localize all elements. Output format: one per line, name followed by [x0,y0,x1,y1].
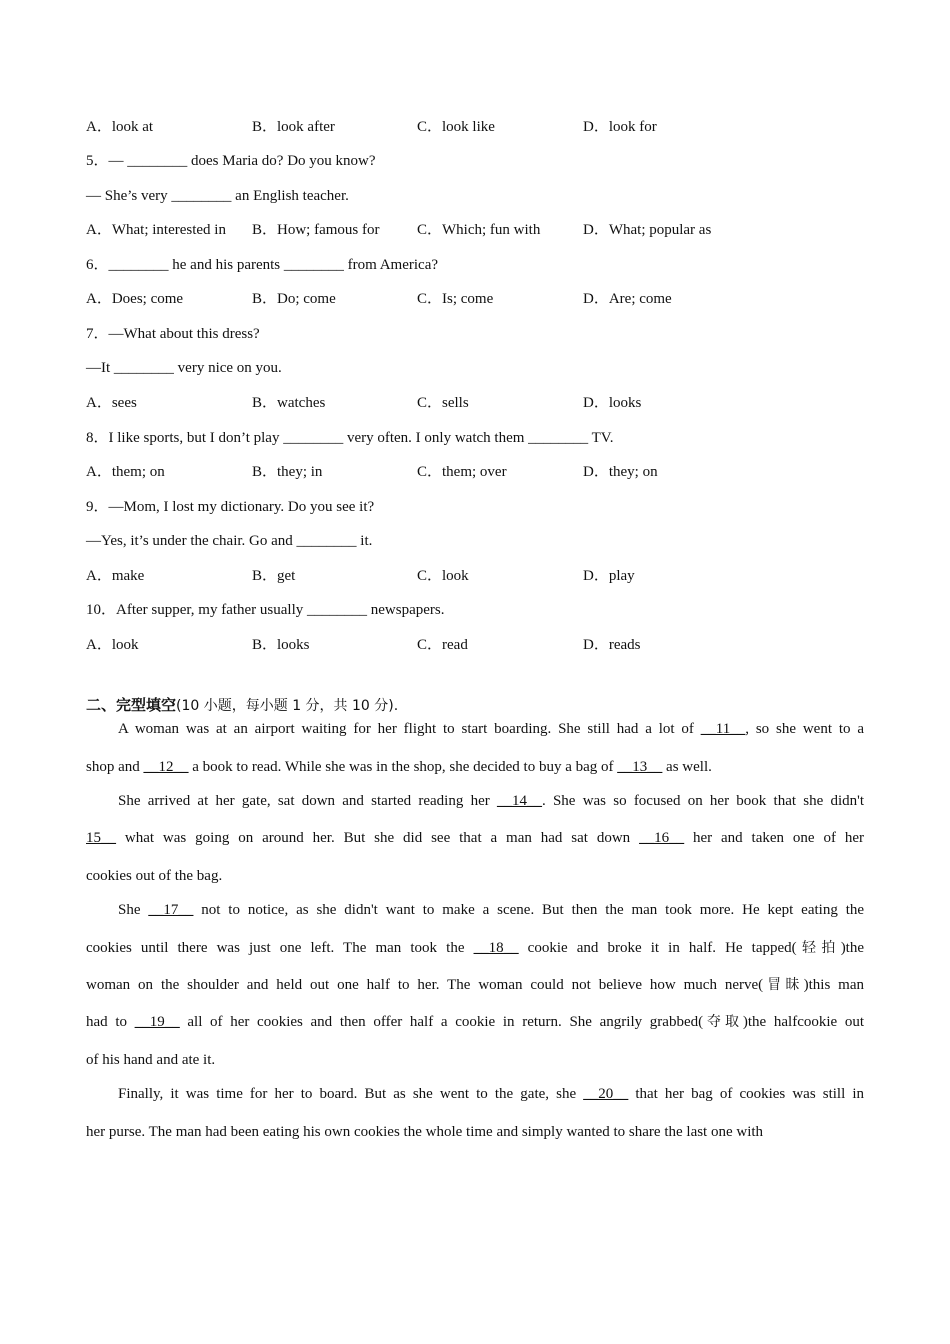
gloss-text: 轻拍 [796,940,841,956]
q10-option-b: B．looks [252,637,310,653]
passage-text: . She was so focused on her book that she didn't [541,793,865,809]
q8-option-c: C．them; over [417,464,507,480]
q4-option-c: C．look like [417,119,495,135]
blank-16: __16__ [639,830,685,846]
passage-line [86,1050,864,1070]
passage-text: cookies out of the bag. [86,868,223,884]
q4-option-a: A．look at [86,119,154,135]
passage-line [86,866,864,886]
q9-option-a: A．make [86,568,145,584]
passage-text: what was going on around her. But she did see that a man had sat down [124,830,631,846]
q9-line2: —Yes, it’s under the chair. Go and ________ it. [86,533,373,549]
passage-line [86,1084,864,1104]
passage-text: her purse. The man had been eating his own cookies the whole time and simply wanted to share the last one with [86,1124,764,1140]
blank-20: __20__ [583,1086,629,1102]
passage-text: )this man [803,977,865,993]
passage-text: all of her cookies and then offer half a cookie in return. She angrily grabbed( [187,1014,704,1030]
q9-option-b: B．get [252,568,296,584]
q6-option-c: C．Is; come [417,291,494,307]
q6-option-a: A．Does; come [86,291,184,307]
passage-text: a book to read. While she was in the shop, she decided to buy a bag of [192,759,614,775]
passage-text: had to [86,1014,127,1030]
passage-text: cookie and broke it in half. He tapped( [527,940,797,956]
gloss-text: 夺取 [703,1014,743,1030]
q7-line2: —It ________ very nice on you. [86,360,282,376]
passage-line [86,719,864,739]
q5-option-d: D．What; popular as [583,222,712,238]
passage-line [86,900,864,920]
passage-text: shop and [86,759,140,775]
passage-text: )the halfcookie out [742,1014,865,1030]
blank-11: __11__ [700,721,746,737]
q5-option-a: A．What; interested in [86,222,226,238]
q7-option-c: C．sells [417,395,469,411]
passage-line [86,828,864,848]
q5-option-c: C．Which; fun with [417,222,541,238]
passage-line [86,757,864,777]
q10-option-a: A．look [86,637,139,653]
q8-option-d: D．they; on [583,464,658,480]
blank-19: __19__ [134,1014,180,1030]
q9-option-c: C．look [417,568,469,584]
passage-line [86,1012,864,1032]
q5-stem: 5．— ________ does Maria do? Do you know? [86,153,376,169]
passage-text: cookies until there was just one left. The man took the [86,940,465,956]
q10-option-d: D．reads [583,637,641,653]
q9-stem: 9．—Mom, I lost my dictionary. Do you see it? [86,499,375,515]
gloss-text: 冒昧 [763,977,804,993]
q7-option-b: B．watches [252,395,326,411]
section-title: 二、完型填空 [86,696,177,714]
section-heading [86,695,398,716]
q9-option-d: D．play [583,568,635,584]
blank-13: __13__ [617,759,663,775]
blank-17: __17__ [148,902,194,918]
blank-18: __18__ [473,940,519,956]
q10-option-c: C．read [417,637,468,653]
passage-line [86,938,864,958]
blank-12: __12__ [143,759,189,775]
q6-option-b: B．Do; come [252,291,336,307]
passage-line [86,1122,864,1142]
passage-text: woman on the shoulder and held out one half to her. The woman could not believe how much nerve( [86,977,764,993]
q4-option-b: B．look after [252,119,335,135]
q7-option-d: D．looks [583,395,642,411]
q7-option-a: A．sees [86,395,137,411]
q8-stem: 8．I like sports, but I don’t play ________ very often. I only watch them ________ TV. [86,430,614,446]
q5-line2: — She’s very ________ an English teacher. [86,188,349,204]
q4-option-d: D．look for [583,119,657,135]
q5-option-b: B．How; famous for [252,222,380,238]
blank-15: 15__ [86,830,116,846]
passage-text: A woman was at an airport waiting for her flight to start boarding. She still had a lot of [118,721,694,737]
passage-text: not to notice, as she didn't want to make a scene. But then the man took more. He kept eating the [201,902,865,918]
section-subtitle: (10 小题，每小题 1 分，共 10 分). [176,698,399,714]
passage-text: , so she went to a [745,721,864,737]
passage-text: that her bag of cookies was still in [635,1086,865,1102]
passage-text: )the [840,940,865,956]
q6-stem: 6．________ he and his parents ________ from America? [86,257,439,273]
passage-text: She [118,902,141,918]
q8-option-b: B．they; in [252,464,323,480]
passage-line [86,791,864,811]
q8-option-a: A．them; on [86,464,165,480]
passage-text: of his hand and ate it. [86,1052,216,1068]
passage-text: Finally, it was time for her to board. But as she went to the gate, she [118,1086,577,1102]
q6-option-d: D．Are; come [583,291,672,307]
passage-line [86,975,864,995]
passage-text: her and taken one of her [692,830,865,846]
passage-text: She arrived at her gate, sat down and started reading her [118,793,490,809]
blank-14: __14__ [496,793,542,809]
passage-text: as well. [666,759,712,775]
q7-stem: 7．—What about this dress? [86,326,260,342]
q10-stem: 10．After supper, my father usually ________ newspapers. [86,602,445,618]
